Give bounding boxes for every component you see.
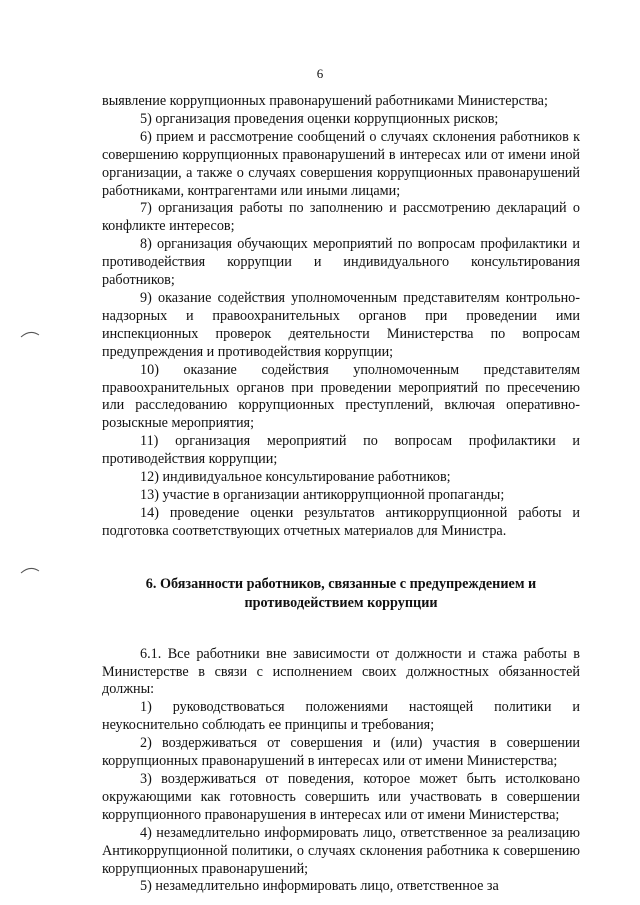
document-body xyxy=(102,93,580,896)
list-item: 3) воздерживаться от поведения, которое может быть истолковано окружающими как готовность совершить или участвовать в совершении коррупционного правонарушения в интересах или от имени Министерства; xyxy=(102,771,580,823)
list-item: 12) индивидуальное консультирование работников; xyxy=(140,469,451,486)
binder-hole-mark xyxy=(20,565,40,574)
section-heading-line: 6. Обязанности работников, связанные с предупреждением и xyxy=(145,575,537,592)
list-item: 1) руководствоваться положениями настоящей политики и неукоснительно соблюдать ее принципы и требования; xyxy=(102,699,580,734)
list-item: 7) организация работы по заполнению и рассмотрению деклараций о конфликте интересов; xyxy=(102,200,580,235)
list-item: 14) проведение оценки результатов антикоррупционной работы и подготовка соответствующих отчетных материалов для Министра. xyxy=(102,504,580,539)
page-number: 6 xyxy=(316,66,324,81)
paragraph: выявление коррупционных правонарушений работниками Министерства; xyxy=(102,93,548,109)
paragraph: 6.1. Все работники вне зависимости от должности и стажа работы в Министерстве в связи с исполнением своих должностных обязанностей должны: xyxy=(102,645,580,698)
list-item: 2) воздерживаться от совершения и (или) участия в совершении коррупционных правонарушений в интересах или от имени Министерства; xyxy=(102,735,580,770)
section-heading-line: противодействием коррупции xyxy=(244,594,438,611)
list-item: 4) незамедлительно информировать лицо, ответственное за реализацию Антикоррупционной политики, о случаях склонения работника к совершению коррупционных правонарушений; xyxy=(102,824,580,877)
list-item: 5) незамедлительно информировать лицо, ответственное за xyxy=(140,878,499,895)
list-item: 8) организация обучающих мероприятий по вопросам профилактики и противодействия коррупции и индивидуального консультирования работников; xyxy=(102,236,580,289)
list-item: 5) организация проведения оценки коррупционных рисков; xyxy=(140,110,499,127)
list-item: 9) оказание содействия уполномоченным представителям контрольно-надзорных и правоохранительных органов при проведении ими инспекционных проверок деятельности Министерства по вопросам предупреждения и противодействия коррупции; xyxy=(102,289,580,360)
section-heading xyxy=(102,575,580,613)
binder-hole-mark xyxy=(20,329,40,338)
list-item: 10) оказание содействия уполномоченным представителям правоохранительных органов при проведении мероприятий по пресечению или расследованию коррупционных преступлений, включая оперативно-розыскные мероприятия; xyxy=(102,361,580,432)
list-item: 6) прием и рассмотрение сообщений о случаях склонения работников к совершению коррупционных правонарушений в интересах или от имени иной организации, а также о случаях совершения коррупционных правонарушений работниками, контрагентами или иными лицами; xyxy=(102,128,580,199)
list-item: 11) организация мероприятий по вопросам профилактики и противодействия коррупции; xyxy=(102,433,580,468)
list-item: 13) участие в организации антикоррупционной пропаганды; xyxy=(140,486,505,503)
